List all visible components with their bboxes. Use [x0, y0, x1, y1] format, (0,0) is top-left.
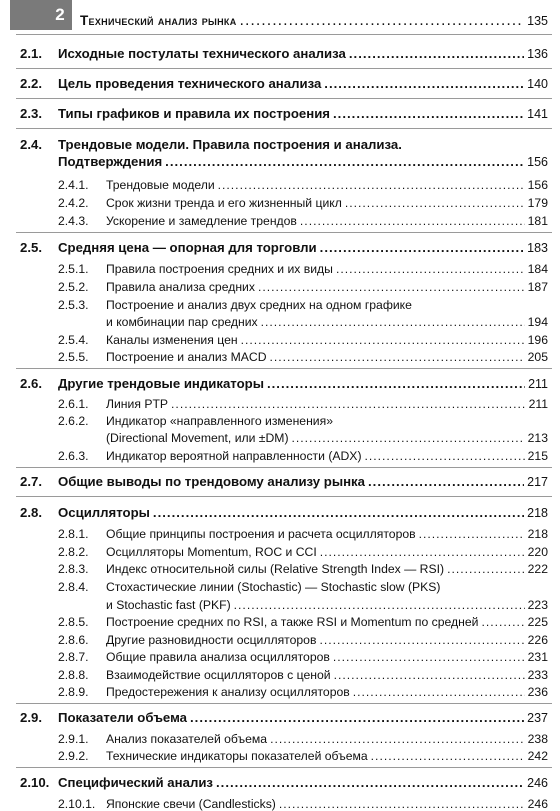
toc-entry-2-5-5[interactable] [0, 350, 560, 364]
leader-dots [218, 178, 525, 192]
toc-entry-2-8-8[interactable] [0, 668, 560, 682]
page-number: 194 [527, 315, 548, 329]
leader-dots [165, 154, 524, 169]
section-number: 2.8.1. [58, 527, 89, 541]
toc-entry-2-5-2[interactable] [0, 280, 560, 294]
page-number: 237 [527, 711, 548, 725]
divider [16, 467, 552, 468]
leader-dots [300, 214, 525, 228]
section-title-line1: Индикатор «направленного изменения» [106, 414, 333, 428]
leader-dots [334, 668, 525, 682]
page-number: 225 [527, 615, 548, 629]
section-number: 2.8.5. [58, 615, 89, 629]
section-title: Осцилляторы [58, 505, 150, 520]
toc-entry-2-9-2[interactable] [0, 749, 560, 763]
leader-dots [336, 262, 525, 276]
toc-entry-2-5-4[interactable] [0, 333, 560, 347]
page-number: 246 [527, 797, 548, 811]
toc-entry-2-9-1[interactable] [0, 732, 560, 746]
section-title: Другие трендовые индикаторы [58, 376, 264, 391]
toc-entry-2-8[interactable] [0, 505, 560, 520]
divider [16, 232, 552, 233]
section-number: 2.8.6. [58, 633, 89, 647]
section-number: 2.6. [20, 376, 42, 391]
leader-dots [270, 732, 525, 746]
toc-entry-2-8-5[interactable] [0, 615, 560, 629]
divider [16, 98, 552, 99]
page-number: 246 [527, 776, 548, 790]
section-title: Цель проведения технического анализа [58, 76, 322, 91]
leader-dots [447, 562, 525, 576]
section-title: Общие правила анализа осцилляторов [106, 650, 330, 664]
section-number: 2.6.1. [58, 397, 89, 411]
section-number: 2.8.7. [58, 650, 89, 664]
page-number: 238 [527, 732, 548, 746]
toc-entry-2-8-7[interactable] [0, 650, 560, 664]
section-title: Построение средних по RSI, а также RSI и Momentum по средней [106, 615, 479, 629]
leader-dots [258, 280, 525, 294]
section-title: Правила анализа средних [106, 280, 255, 294]
page-number: 156 [527, 155, 548, 169]
section-number: 2.4.1. [58, 178, 89, 192]
section-number: 2.8. [20, 505, 42, 520]
leader-dots [419, 527, 525, 541]
page-number: 184 [527, 262, 548, 276]
section-number: 2.3. [20, 106, 42, 121]
page-number: 205 [527, 350, 548, 364]
section-title-line2: Подтверждения [58, 154, 163, 169]
leader-dots [481, 615, 524, 629]
page-number: 156 [527, 178, 548, 192]
leader-dots [234, 598, 525, 612]
section-title-line1: Трендовые модели. Правила построения и анализа. [58, 137, 402, 152]
section-title: Индекс относительной силы (Relative Strength Index — RSI) [106, 562, 445, 576]
toc-entry-2-6-2[interactable] [0, 431, 560, 445]
section-title: Предостережения к анализу осцилляторов [106, 685, 350, 699]
leader-dots [320, 240, 524, 255]
section-title: Правила построения средних и их виды [106, 262, 333, 276]
toc-entry-2-1[interactable] [0, 46, 560, 61]
section-number: 2.6.2. [58, 414, 89, 428]
section-title: Построение и анализ MACD [106, 350, 267, 364]
section-number: 2.8.3. [58, 562, 89, 576]
section-title: Индикатор вероятной направленности (ADX) [106, 449, 362, 463]
section-number: 2.7. [20, 474, 42, 489]
toc-chapter-entry[interactable] [0, 12, 560, 30]
leader-dots [279, 797, 525, 811]
section-number: 2.4.2. [58, 196, 89, 210]
section-title: Типы графиков и правила их построения [58, 106, 331, 121]
section-title: Каналы изменения цен [106, 333, 238, 347]
leader-dots [365, 449, 525, 463]
section-title: Общие принципы построения и расчета осцилляторов [106, 527, 416, 541]
leader-dots [292, 431, 525, 445]
section-number: 2.4.3. [58, 214, 89, 228]
page-number: 141 [527, 107, 548, 121]
section-title: Средняя цена — опорная для торговли [58, 240, 317, 255]
section-title: Срок жизни тренда и его жизненный цикл [106, 196, 342, 210]
toc-entry-2-6[interactable] [0, 376, 560, 391]
section-title: Анализ показателей объема [106, 732, 268, 746]
toc-entry-2-6-3[interactable] [0, 449, 560, 463]
section-title: Общие выводы по трендовому анализу рынка [58, 474, 365, 489]
page-number: 218 [527, 506, 548, 520]
page-number: 218 [527, 527, 548, 541]
section-title: Осцилляторы Momentum, ROC и CCI [106, 545, 317, 559]
section-number: 2.5.3. [58, 298, 89, 312]
toc-entry-2-5-3[interactable] [0, 315, 560, 329]
section-number: 2.10. [20, 775, 50, 790]
section-title: Взаимодействие осцилляторов с ценой [106, 668, 331, 682]
toc-entry-2-4-2[interactable] [0, 196, 560, 210]
divider [16, 703, 552, 704]
toc-entry-2-4-1[interactable] [0, 178, 560, 192]
leader-dots [153, 505, 524, 520]
page-number: 242 [527, 749, 548, 763]
section-number: 2.1. [20, 46, 42, 61]
section-title: Исходные постулаты технического анализа [58, 46, 346, 61]
toc-entry-2-4[interactable] [0, 154, 560, 169]
section-title: Ускорение и замедление трендов [106, 214, 297, 228]
toc-entry-2-5-1[interactable] [0, 262, 560, 276]
section-number: 2.10.1. [58, 797, 96, 811]
leader-dots [371, 749, 525, 763]
section-number: 2.9.2. [58, 749, 89, 763]
page-number: 226 [527, 633, 548, 647]
toc-entry-2-8-6[interactable] [0, 633, 560, 647]
toc-entry-2-8-3[interactable] [0, 562, 560, 576]
section-title-line1: Стохастические линии (Stochastic) — Stochastic slow (PKS) [106, 580, 441, 594]
leader-dots [270, 350, 525, 364]
leader-dots [353, 685, 525, 699]
leader-dots [349, 46, 524, 61]
toc-entry-2-8-2[interactable] [0, 545, 560, 559]
section-number: 2.6.3. [58, 449, 89, 463]
page-number: 217 [527, 475, 548, 489]
divider [16, 68, 552, 69]
leader-dots [261, 315, 525, 329]
section-number: 2.8.9. [58, 685, 89, 699]
page-number: 181 [527, 214, 548, 228]
divider [16, 767, 552, 768]
page-number: 183 [527, 241, 548, 255]
toc-entry-2-4-3[interactable] [0, 214, 560, 228]
leader-dots [333, 106, 524, 121]
page-number: 222 [527, 562, 548, 576]
section-title-line1: Построение и анализ двух средних на одном графике [106, 298, 412, 312]
section-title-line2: и комбинации пар средних [106, 315, 258, 329]
section-number: 2.8.4. [58, 580, 89, 594]
page-number: 215 [527, 449, 548, 463]
leader-dots [368, 474, 524, 489]
leader-dots [171, 397, 526, 411]
leader-dots [267, 376, 525, 391]
leader-dots [320, 545, 525, 559]
section-title: Специфический анализ [58, 775, 213, 790]
toc-entry-2-6-1[interactable] [0, 397, 560, 411]
toc-entry-2-9[interactable] [0, 710, 560, 725]
toc-entry-2-2[interactable] [0, 76, 560, 91]
page-number: 223 [527, 598, 548, 612]
page-number: 196 [527, 333, 548, 347]
section-number: 2.5.2. [58, 280, 89, 294]
page-number: 220 [527, 545, 548, 559]
section-number: 2.9. [20, 710, 42, 725]
toc-entry-2-8-9[interactable] [0, 685, 560, 699]
divider [16, 368, 552, 369]
toc-entry-2-3[interactable] [0, 106, 560, 121]
section-number: 2.8.8. [58, 668, 89, 682]
toc-entry-2-8-1[interactable] [0, 527, 560, 541]
section-number: 2.5.4. [58, 333, 89, 347]
toc-entry-2-5[interactable] [0, 240, 560, 255]
page-number: 233 [527, 668, 548, 682]
page-number: 211 [528, 397, 548, 411]
section-title: Технические индикаторы показателей объема [106, 749, 368, 763]
section-title-line2: и Stochastic fast (PKF) [106, 598, 231, 612]
leader-dots [190, 710, 524, 725]
section-title-line2: (Directional Movement, или ±DM) [106, 431, 289, 445]
section-number: 2.9.1. [58, 732, 89, 746]
leader-dots [324, 76, 524, 91]
toc-entry-2-10[interactable] [0, 775, 560, 790]
page-number: 231 [527, 650, 548, 664]
section-title: Японские свечи (Candlesticks) [106, 797, 276, 811]
leader-dots [345, 196, 525, 210]
chapter-title: Технический анализ рынка [80, 13, 237, 28]
page-number: 140 [527, 77, 548, 91]
section-number: 2.4. [20, 137, 42, 152]
section-number: 2.5.5. [58, 350, 89, 364]
page-number: 179 [527, 196, 548, 210]
leader-dots [241, 333, 525, 347]
leader-dots [216, 775, 524, 790]
section-title: Показатели объема [58, 710, 188, 725]
section-number: 2.8.2. [58, 545, 89, 559]
page-number: 136 [527, 47, 548, 61]
toc-entry-2-10-1[interactable] [0, 797, 560, 811]
divider [16, 34, 552, 35]
leader-dots [240, 12, 525, 30]
toc-entry-2-8-4[interactable] [0, 598, 560, 612]
page-number: 187 [527, 280, 548, 294]
page-number: 213 [527, 431, 548, 445]
leader-dots [319, 633, 524, 647]
section-number: 2.5. [20, 240, 42, 255]
section-title: Трендовые модели [106, 178, 215, 192]
toc-entry-2-7[interactable] [0, 474, 560, 489]
page-number: 236 [527, 685, 548, 699]
page-number: 135 [527, 14, 548, 28]
divider [16, 496, 552, 497]
section-number: 2.2. [20, 76, 42, 91]
section-title: Линия PTP [106, 397, 169, 411]
section-title: Другие разновидности осцилляторов [106, 633, 317, 647]
chapter-number: 2 [55, 5, 65, 24]
page-number: 211 [528, 377, 548, 391]
leader-dots [333, 650, 525, 664]
section-number: 2.5.1. [58, 262, 89, 276]
divider [16, 128, 552, 129]
